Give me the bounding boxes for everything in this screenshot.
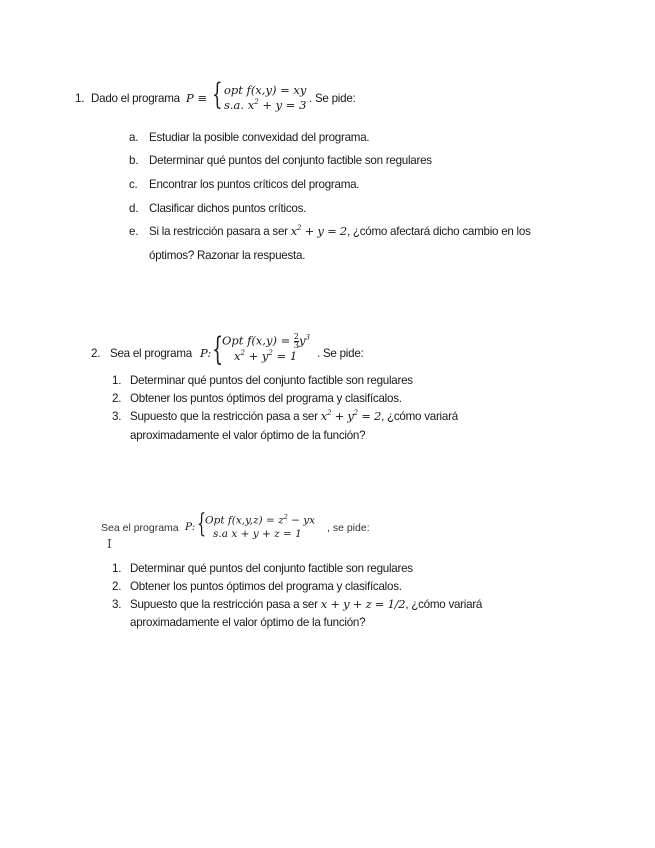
problem-2-intro: Sea el programa	[110, 347, 192, 360]
problem-1-item-c-letter: c.	[129, 178, 138, 191]
problem-1-objective: opt f(x,y) = xy	[224, 83, 307, 97]
problem-1-constraint: s.a. $x^2 + y = 3$	[224, 98, 307, 112]
problem-1-intro: Dado el programa	[91, 92, 180, 105]
problem-1-item-a-letter: a.	[129, 131, 139, 144]
problem-3-system	[205, 513, 315, 540]
problem-2-constraint: $x^2 + y^2 = 1$	[234, 349, 298, 363]
problem-2-item-2: Obtener los puntos óptimos del programa y clasifícalos.	[130, 392, 402, 405]
problem-1-item-b: Determinar qué puntos del conjunto factible son regulares	[149, 154, 432, 167]
problem-1-suffix: . Se pide:	[309, 92, 356, 105]
problem-1-item-b-letter: b.	[129, 154, 139, 167]
problem-2-number: 2.	[91, 347, 101, 360]
problem-3-objective: Opt $f(x,y,z) = z^2$ − yx	[205, 513, 316, 527]
problem-1-item-c: Encontrar los puntos críticos del programa.	[149, 178, 360, 191]
problem-1-number: 1.	[75, 92, 85, 105]
problem-2-item-3-line2: aproximadamente el valor óptimo de la función?	[130, 429, 366, 442]
problem-3-item-3: Supuesto que la restricción pasa a ser x + y + z = 1/2, ¿cómo variará	[130, 597, 483, 611]
text-cursor-icon: I	[107, 537, 112, 551]
problem-2-symbol: P:	[200, 346, 212, 360]
problem-1-item-e: Si la restricción pasara a ser $x^2 + y = 2$, ¿cómo afectará dicho cambio en los	[149, 224, 531, 238]
problem-2-item-2-num: 2.	[112, 392, 122, 405]
problem-2-brace: {	[212, 330, 224, 368]
problem-2-system	[222, 333, 310, 363]
problem-3-suffix: , se pide:	[327, 522, 370, 534]
problem-3-symbol: P:	[185, 521, 196, 533]
problem-2-objective: Opt f(x,y) = $\frac{2}{3}$ $y^3$	[222, 332, 310, 350]
problem-2-item-1: Determinar qué puntos del conjunto factible son regulares	[130, 374, 413, 387]
problem-3-item-2: Obtener los puntos óptimos del programa y clasifícalos.	[130, 580, 402, 593]
problem-3-intro: Sea el programa	[101, 522, 179, 534]
problem-1-system	[224, 83, 306, 112]
problem-2-suffix: . Se pide:	[317, 347, 364, 360]
problem-1-item-a: Estudiar la posible convexidad del programa.	[149, 131, 370, 144]
problem-2-item-3: Supuesto que la restricción pasa a ser $x^2 + y^2 = 2$, ¿cómo variará	[130, 409, 458, 423]
problem-3-item-3-line2: aproximadamente el valor óptimo de la función?	[130, 616, 366, 629]
problem-3-brace: {	[197, 509, 207, 539]
problem-3-item-1: Determinar qué puntos del conjunto factible son regulares	[130, 562, 413, 575]
problem-3-item-2-num: 2.	[112, 580, 122, 593]
problem-1-item-e-line2: óptimos? Razonar la respuesta.	[149, 249, 306, 262]
problem-1-symbol: P ≡	[186, 91, 208, 105]
problem-3-item-1-num: 1.	[112, 562, 122, 575]
problem-1-item-e-letter: e.	[129, 225, 139, 238]
problem-3-item-3-num: 3.	[112, 598, 122, 611]
problem-2-item-3-num: 3.	[112, 410, 122, 423]
problem-3-constraint: s.a x + y + z = 1	[213, 527, 302, 540]
problem-1-item-d: Clasificar dichos puntos críticos.	[149, 202, 307, 215]
problem-1-brace: {	[212, 77, 223, 112]
problem-1-item-d-letter: d.	[129, 202, 139, 215]
problem-2-item-1-num: 1.	[112, 374, 122, 387]
